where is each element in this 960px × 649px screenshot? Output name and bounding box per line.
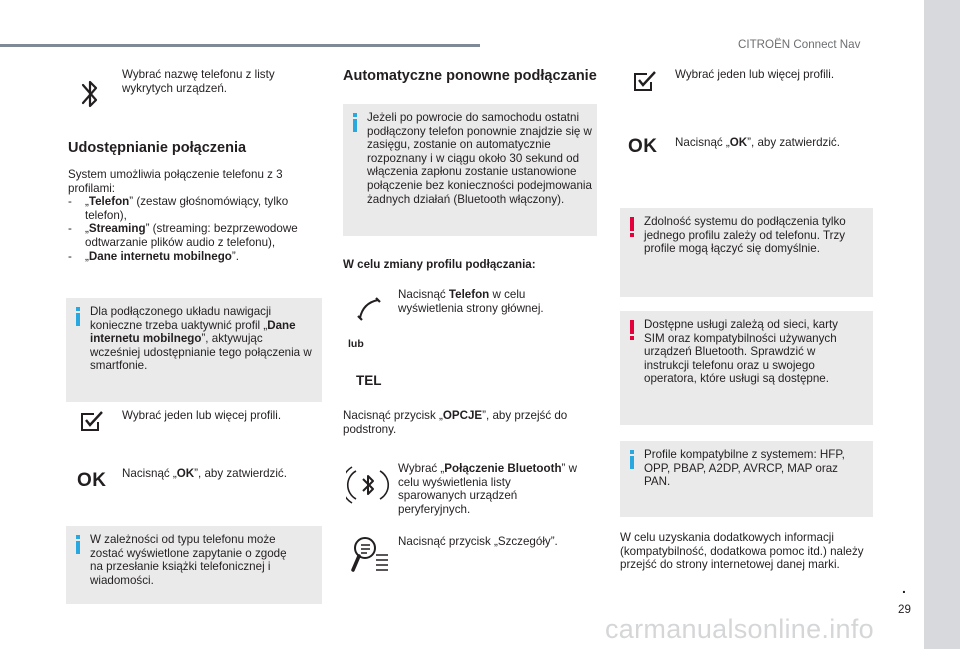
info-text: Jeżeli po powrocie do samochodu ostatni podłączony telefon ponownie znajdzie się w zasięgu, zostanie on automatycznie rozpoznany i w ciągu około 30 sekund od włączenia zapłonu zostanie ustanowione połączenie bez konieczności podejmowania żadnych działań (Bluetooth włączony). xyxy=(367,111,592,206)
info-text: Dla podłączonego układu nawigacji konieczne trzeba uaktywnić profil „Dane internetu mobilnego”, aktywując wcześniej udostępnianie tego połączenia w smartfonie. xyxy=(90,305,312,373)
info-box-reconnect xyxy=(343,104,597,236)
step-bluetooth-connection: Wybrać „Połączenie Bluetooth” w celu wyświetlenia listy sparowanych urządzeń peryferyjnych. xyxy=(398,462,577,516)
sharing-intro xyxy=(68,168,318,263)
info-text: W zależności od typu telefonu może zostać wyświetlone zapytanie o zgodę na przesłanie książki telefonicznej i wiadomości. xyxy=(90,533,287,587)
brand-label: CITROËN Connect Nav xyxy=(738,38,861,51)
sharing-intro-text: System umożliwia połączenie telefonu z 3 profilami: xyxy=(68,168,283,195)
phone-handset-icon xyxy=(356,296,382,327)
or-label: lub xyxy=(348,338,364,350)
page-number: 29 xyxy=(898,603,911,616)
step-options: Nacisnąć przycisk „OPCJE”, aby przejść do podstrony. xyxy=(343,409,568,436)
step-select-phone: Wybrać nazwę telefonu z listy wykrytych urządzeń. xyxy=(122,68,275,95)
warning-text: Zdolność systemu do podłączenia tylko jednego profilu zależy od telefonu. Trzy profile mogą łączyć się domyślnie. xyxy=(644,215,846,256)
step-press-phone: Nacisnąć Telefon w celu wyświetlenia strony głównej. xyxy=(398,288,544,315)
tel-icon: TEL xyxy=(356,373,382,388)
info-box-compatible-profiles xyxy=(620,441,873,517)
warning-box-services xyxy=(620,311,873,425)
ok-icon: OK xyxy=(628,136,658,157)
step-details: Nacisnąć przycisk „Szczegóły”. xyxy=(398,535,558,548)
bluetooth-connection-icon xyxy=(346,463,390,512)
info-icon xyxy=(76,307,80,326)
section-heading-sharing: Udostępnianie połączenia xyxy=(68,140,247,156)
profile-item: - „Dane internetu mobilnego”. xyxy=(68,249,239,263)
warning-text: Dostępne usługi zależą od sieci, karty SIM oraz kompatybilności używanych urządzeń Bluetooth. Sprawdzić w instrukcji telefonu oraz u swojego operatora, które usługi są dostępne. xyxy=(644,318,838,386)
warning-icon xyxy=(630,320,634,340)
side-margin xyxy=(924,0,960,649)
step-select-profiles: Wybrać jeden lub więcej profili. xyxy=(675,68,835,81)
details-icon xyxy=(350,533,392,580)
profile-item: - „Telefon” (zestaw głośnomówiący, tylko telefon), xyxy=(68,195,289,222)
checkbox-icon xyxy=(633,71,657,98)
step-confirm-ok: Nacisnąć „OK”, aby zatwierdzić. xyxy=(675,136,840,149)
warning-icon xyxy=(630,217,634,237)
step-confirm-ok: Nacisnąć „OK”, aby zatwierdzić. xyxy=(122,467,287,480)
header-rule xyxy=(0,44,480,47)
bluetooth-icon xyxy=(80,76,100,117)
info-box-phonebook xyxy=(66,526,322,604)
profile-item: - „Streaming” (streaming: bezprzewodowe odtwarzanie plików audio z telefonu), xyxy=(68,222,298,249)
info-icon xyxy=(630,450,634,469)
info-text: Profile kompatybilne z systemem: HFP, OPP, PBAP, A2DP, AVRCP, MAP oraz PAN. xyxy=(644,448,845,489)
warning-box-profile xyxy=(620,208,873,297)
info-icon xyxy=(353,113,357,132)
info-icon xyxy=(76,535,80,554)
ok-icon: OK xyxy=(77,470,107,491)
more-info-text: W celu uzyskania dodatkowych informacji (kompatybilność, dodatkowa pomoc itd.) należy przejść do strony internetowej danej marki. xyxy=(620,531,864,572)
step-select-profiles: Wybrać jeden lub więcej profili. xyxy=(122,409,282,422)
change-profile-heading: W celu zmiany profilu podłączania: xyxy=(343,258,536,271)
info-box-mobile-data xyxy=(66,298,322,402)
continue-mark: . xyxy=(902,580,906,596)
watermark: carmanualsonline.info xyxy=(605,614,874,644)
section-heading-reconnect: Automatyczne ponowne podłączanie xyxy=(343,68,597,84)
checkbox-icon xyxy=(80,411,104,438)
